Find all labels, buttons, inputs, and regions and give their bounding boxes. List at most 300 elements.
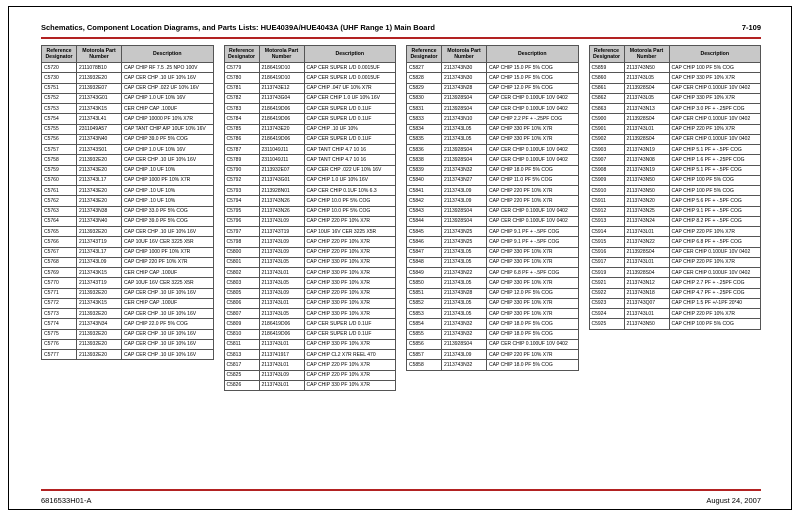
description-cell: CER CHIP CAP .100UF xyxy=(122,104,214,114)
part-number-cell: 2113743L01 xyxy=(259,298,304,308)
table-row xyxy=(589,227,761,237)
table-row xyxy=(224,247,396,257)
table-row xyxy=(589,124,761,134)
description-cell: CAP CHIP 33.0 PF 5% COG xyxy=(122,206,214,216)
ref-designator-cell: C5784 xyxy=(224,114,259,124)
part-number-cell: 2113932E20 xyxy=(77,350,122,360)
description-cell: CAP CHIP 220 PF 10% X7R xyxy=(304,370,396,380)
description-cell: CAP CER CHIP 0.100UF 10V 0402 xyxy=(669,247,761,257)
ref-designator-cell: C5753 xyxy=(42,104,77,114)
part-number-cell: 2113743N25 xyxy=(624,206,669,216)
description-cell: CAP CHIP 2.2 PF + -.25PF COG xyxy=(487,114,579,124)
table-row xyxy=(589,216,761,226)
description-cell: CAP CER CHP .022 UF 10% 16V xyxy=(304,165,396,175)
description-cell: CAP CHIP 1000 PF 10% X7R xyxy=(122,247,214,257)
table-row xyxy=(42,73,214,83)
part-number-cell: 2113743N20 xyxy=(624,196,669,206)
description-cell: CAP CHIP 330 PF 10% X7R xyxy=(304,339,396,349)
description-cell: CAP CHIP .10 UF 10% xyxy=(122,196,214,206)
table-row xyxy=(42,278,214,288)
part-number-cell: 2113928S04 xyxy=(624,114,669,124)
ref-designator-cell: C5757 xyxy=(42,145,77,155)
table-row xyxy=(42,298,214,308)
description-cell: CAP CHIP 5.1 PF + -.5PF COG xyxy=(669,165,761,175)
part-number-cell: 2113743L09 xyxy=(259,370,304,380)
description-cell: CAP CHIP 330 PF 10% X7R xyxy=(304,298,396,308)
table-row xyxy=(42,155,214,165)
ref-designator-cell: C5767 xyxy=(42,247,77,257)
ref-designator-cell: C5856 xyxy=(407,339,442,349)
description-cell: CAP CHIP 220 PF 10% X7R xyxy=(304,247,396,257)
table-row xyxy=(42,134,214,144)
ref-designator-cell: C5901 xyxy=(589,124,624,134)
description-cell: CAP CHIP 1.5 PF +/-1PF 20*40 xyxy=(669,298,761,308)
part-number-cell: 2113932E20 xyxy=(77,309,122,319)
part-number-cell: 2113743L05 xyxy=(442,298,487,308)
part-number-cell: 2113743L09 xyxy=(259,216,304,226)
description-cell: CAP CHIP 330 PF 10% X7R xyxy=(487,124,579,134)
ref-designator-cell: C5828 xyxy=(407,73,442,83)
part-number-cell: 2113743N50 xyxy=(624,186,669,196)
table-row xyxy=(589,104,761,114)
part-number-cell: 2113743N27 xyxy=(442,175,487,185)
table-row xyxy=(589,114,761,124)
part-number-cell: 2113743L05 xyxy=(442,124,487,134)
table-row xyxy=(407,339,579,349)
ref-designator-cell: C5785 xyxy=(224,124,259,134)
description-cell: CAP CER CHIP 0.100UF 10V 0402 xyxy=(487,206,579,216)
part-number-cell: 2113932E20 xyxy=(77,155,122,165)
description-cell: CAP CHIP 6.8 PF + -.5PF COG xyxy=(669,237,761,247)
ref-designator-cell: C5792 xyxy=(224,175,259,185)
ref-designator-cell: C5773 xyxy=(42,309,77,319)
table-row xyxy=(224,73,396,83)
ref-designator-cell: C5847 xyxy=(407,247,442,257)
part-number-cell: 2113743N30 xyxy=(442,63,487,73)
table-row xyxy=(589,165,761,175)
description-cell: CAP 10UF 16V CER 3225 X5R xyxy=(122,237,214,247)
ref-designator-cell: C5795 xyxy=(224,206,259,216)
description-cell: CAP CER CHIP 0.100UF 10V 0402 xyxy=(487,339,579,349)
table-row xyxy=(42,196,214,206)
table-row xyxy=(589,134,761,144)
ref-designator-cell: C5754 xyxy=(42,114,77,124)
description-cell: CAP CHIP .10 UF 10% xyxy=(122,165,214,175)
ref-designator-cell: C5842 xyxy=(407,196,442,206)
table-row xyxy=(589,298,761,308)
table-row xyxy=(407,288,579,298)
part-number-cell: 2113743N25 xyxy=(442,227,487,237)
ref-designator-cell: C5810 xyxy=(224,329,259,339)
description-cell: CAP CER CHP .10 UF 10% 16V xyxy=(122,155,214,165)
description-cell: CAP CER CHIP 0.100UF 10V 0402 xyxy=(487,104,579,114)
page xyxy=(8,6,792,510)
table-row xyxy=(224,309,396,319)
ref-designator-cell: C5766 xyxy=(42,237,77,247)
description-cell: CAP CHIP CL2 X7R REEL 470 xyxy=(304,350,396,360)
part-number-cell: 2113743L01 xyxy=(259,268,304,278)
table-header-row xyxy=(42,46,214,63)
part-number-cell: 2113932E20 xyxy=(77,339,122,349)
ref-designator-cell: C5752 xyxy=(42,93,77,103)
ref-designator-cell: C5761 xyxy=(42,186,77,196)
part-number-cell: 2113743T19 xyxy=(259,227,304,237)
table-row xyxy=(407,63,579,73)
description-cell: CAP CER CHIP 0.1UF 10% 6.3 xyxy=(304,186,396,196)
part-number-cell: 2186419D10 xyxy=(259,73,304,83)
table-row xyxy=(42,339,214,349)
part-number-cell: 2311049J11 xyxy=(259,145,304,155)
part-number-cell: 2113928S04 xyxy=(624,134,669,144)
ref-designator-cell: C5848 xyxy=(407,257,442,267)
table-row xyxy=(42,350,214,360)
part-number-cell: 2113928S04 xyxy=(442,339,487,349)
part-number-cell: 2113932E20 xyxy=(77,329,122,339)
table-row xyxy=(407,114,579,124)
table-row xyxy=(589,247,761,257)
description-cell: CAP CHIP 4.7 PF + -.25PF COG xyxy=(669,288,761,298)
description-cell: CER CHIP CAP .100UF xyxy=(122,298,214,308)
part-number-cell: 2113743L17 xyxy=(77,247,122,257)
ref-designator-cell: C5903 xyxy=(589,145,624,155)
table-row xyxy=(224,145,396,155)
description-cell: CAP CHIP 5.1 PF + -.5PF COG xyxy=(669,145,761,155)
part-number-cell: 2113743L09 xyxy=(259,288,304,298)
part-number-cell: 2113932E20 xyxy=(77,227,122,237)
part-number-cell: 2113743L09 xyxy=(442,350,487,360)
ref-designator-cell: C5925 xyxy=(589,319,624,329)
page-footer xyxy=(41,496,761,505)
ref-designator-cell: C5806 xyxy=(224,298,259,308)
table-row xyxy=(224,360,396,370)
table-row xyxy=(589,145,761,155)
ref-designator-cell: C5831 xyxy=(407,104,442,114)
part-number-cell: 2113743L01 xyxy=(624,227,669,237)
part-number-cell: 2113743K15 xyxy=(77,298,122,308)
ref-designator-cell: C5771 xyxy=(42,288,77,298)
description-cell: CAP CHIP 1.6 PF + -.25PF COG xyxy=(669,155,761,165)
description-cell: CAP CHIP 6.8 PF + -.5PF COG xyxy=(487,268,579,278)
table-row xyxy=(407,83,579,93)
table-row xyxy=(224,298,396,308)
description-cell: CAP CER CHP .10 UF 10% 16V xyxy=(122,350,214,360)
part-number-cell: 2113743N26 xyxy=(259,196,304,206)
part-number-cell: 2113743L09 xyxy=(442,196,487,206)
table-row xyxy=(42,104,214,114)
description-cell: CAP CHIP 100 PF 5% COG xyxy=(669,319,761,329)
table-row xyxy=(42,175,214,185)
table-row xyxy=(589,73,761,83)
ref-designator-cell: C5801 xyxy=(224,257,259,267)
ref-designator-cell: C5917 xyxy=(589,257,624,267)
ref-designator-cell: C5787 xyxy=(224,145,259,155)
description-cell: CAP CER CHIP 0.100UF 10V 0402 xyxy=(487,155,579,165)
ref-designator-cell: C5839 xyxy=(407,165,442,175)
description-cell: CAP CER CHIP 0.100UF 10V 0402 xyxy=(487,145,579,155)
description-cell: CAP CER SUPER L/D 0.1UF xyxy=(304,114,396,124)
description-cell: CAP CHIP 11.0 PF 5% COG xyxy=(487,175,579,185)
description-cell: CAP CHIP 10000 PF 10% X7R xyxy=(122,114,214,124)
part-number-cell: 2113743E20 xyxy=(77,196,122,206)
parts-table-4 xyxy=(589,45,762,330)
part-number-cell: 2186419D06 xyxy=(259,134,304,144)
table-row xyxy=(224,124,396,134)
ref-designator-cell: C5825 xyxy=(224,370,259,380)
description-cell: CAP CHIP 220 PF 10% X7R xyxy=(304,216,396,226)
table-row xyxy=(407,298,579,308)
description-cell: CAP CHIP 22.0 PF 5% COG xyxy=(122,319,214,329)
description-cell: CAP CHIP 1000 PF 10% X7R xyxy=(122,175,214,185)
description-cell: CAP CHIP 220 PF 10% X7R xyxy=(669,309,761,319)
ref-designator-cell: C5849 xyxy=(407,268,442,278)
description-cell: CAP CER SUPER L/D 0.1UF xyxy=(304,319,396,329)
ref-designator-cell: C5853 xyxy=(407,309,442,319)
description-cell: CAP CER CHIP 0.100UF 10V 0402 xyxy=(669,83,761,93)
part-number-cell: 2113743N50 xyxy=(624,175,669,185)
part-number-cell: 2113743L09 xyxy=(259,247,304,257)
table-row xyxy=(224,329,396,339)
table-row xyxy=(224,186,396,196)
description-cell: CAP CHIP 18.0 PF 5% COG xyxy=(487,360,579,370)
ref-designator-cell: C5790 xyxy=(224,165,259,175)
ref-designator-cell: C5763 xyxy=(42,206,77,216)
ref-designator-cell: C5863 xyxy=(589,104,624,114)
table-row xyxy=(42,216,214,226)
table-row xyxy=(42,206,214,216)
ref-designator-cell: C5912 xyxy=(589,206,624,216)
table-row xyxy=(407,350,579,360)
ref-designator-cell: C5855 xyxy=(407,329,442,339)
page-number: 7-109 xyxy=(741,23,761,32)
part-number-cell: 2113743G04 xyxy=(259,93,304,103)
table-row xyxy=(589,319,761,329)
footer-rule xyxy=(41,489,761,491)
table-row xyxy=(224,196,396,206)
part-number-cell: 2186419D06 xyxy=(259,319,304,329)
part-number-cell: 2113743L01 xyxy=(624,124,669,134)
description-cell: CAP TANT CHIP 4.7 10 16 xyxy=(304,155,396,165)
table-row xyxy=(407,319,579,329)
col-header-reference-designator: Reference Designator xyxy=(224,46,259,63)
part-number-cell: 2113932E07 xyxy=(77,83,122,93)
col-header-part-number: Motorola Part Number xyxy=(624,46,669,63)
description-cell: CAP CHIP 2.7 PF + -.25PF COG xyxy=(669,278,761,288)
part-number-cell: 2113743N28 xyxy=(442,288,487,298)
table-row xyxy=(407,360,579,370)
description-cell: CER CHIP CAP .100UF xyxy=(122,268,214,278)
ref-designator-cell: C5910 xyxy=(589,186,624,196)
description-cell: CAP TANT CHIP 4.7 10 16 xyxy=(304,145,396,155)
table-row xyxy=(407,175,579,185)
ref-designator-cell: C5902 xyxy=(589,134,624,144)
description-cell: CAP CHIP 330 PF 10% X7R xyxy=(669,73,761,83)
ref-designator-cell: C5802 xyxy=(224,268,259,278)
ref-designator-cell: C5769 xyxy=(42,268,77,278)
part-number-cell: 2113932E07 xyxy=(259,165,304,175)
col-header-reference-designator: Reference Designator xyxy=(407,46,442,63)
ref-designator-cell: C5772 xyxy=(42,298,77,308)
part-number-cell: 2186419D06 xyxy=(259,114,304,124)
part-number-cell: 2113743N32 xyxy=(442,319,487,329)
col-header-description: Description xyxy=(669,46,761,63)
description-cell: CAP 10UF 16V CER 3225 X5R xyxy=(304,227,396,237)
header-title: Schematics, Component Location Diagrams, and Parts Lists: HUE4039A/HUE4043A (UHF Range 1) Main Board xyxy=(41,23,435,32)
table-row xyxy=(589,288,761,298)
description-cell: CAP CHIP 18.0 PF 5% COG xyxy=(487,319,579,329)
ref-designator-cell: C5794 xyxy=(224,196,259,206)
table-row xyxy=(407,329,579,339)
description-cell: CAP CER SUPER L/D 0.0015UF xyxy=(304,63,396,73)
ref-designator-cell: C5924 xyxy=(589,309,624,319)
part-number-cell: 2113928S04 xyxy=(624,247,669,257)
part-number-cell: 2113743L01 xyxy=(624,257,669,267)
part-number-cell: 2311049A57 xyxy=(77,124,122,134)
ref-designator-cell: C5857 xyxy=(407,350,442,360)
table-row xyxy=(42,83,214,93)
part-number-cell: 2113743N13 xyxy=(624,104,669,114)
table-row xyxy=(42,329,214,339)
description-cell: CAP CHIP 330 PF 10% X7R xyxy=(304,268,396,278)
header-rule xyxy=(41,37,761,39)
part-number-cell: 2113743L05 xyxy=(442,278,487,288)
ref-designator-cell: C5916 xyxy=(589,247,624,257)
table-row xyxy=(589,175,761,185)
part-number-cell: 2111078B10 xyxy=(77,63,122,73)
table-row xyxy=(407,155,579,165)
table-row xyxy=(224,165,396,175)
part-number-cell: 2113928S04 xyxy=(624,83,669,93)
ref-designator-cell: C5817 xyxy=(224,360,259,370)
ref-designator-cell: C5923 xyxy=(589,298,624,308)
ref-designator-cell: C5913 xyxy=(589,216,624,226)
table-row xyxy=(224,380,396,390)
part-number-cell: 2113928S04 xyxy=(442,93,487,103)
part-number-cell: 2113743L41 xyxy=(77,114,122,124)
ref-designator-cell: C5786 xyxy=(224,134,259,144)
part-number-cell: 2113743N38 xyxy=(77,206,122,216)
part-number-cell: 2113743S01 xyxy=(77,145,122,155)
table-header-row xyxy=(589,46,761,63)
ref-designator-cell: C5850 xyxy=(407,278,442,288)
table-row xyxy=(407,227,579,237)
ref-designator-cell: C5922 xyxy=(589,288,624,298)
description-cell: CAP CHIP 10.0 PF 5% COG xyxy=(304,196,396,206)
ref-designator-cell: C5915 xyxy=(589,237,624,247)
table-row xyxy=(407,134,579,144)
table-row xyxy=(589,268,761,278)
description-cell: CAP CHIP 39.0 PF 5% COG xyxy=(122,216,214,226)
part-number-cell: 2113743N32 xyxy=(442,360,487,370)
table-row xyxy=(224,206,396,216)
table-row xyxy=(407,247,579,257)
ref-designator-cell: C5851 xyxy=(407,288,442,298)
table-row xyxy=(407,278,579,288)
ref-designator-cell: C5852 xyxy=(407,298,442,308)
col-header-part-number: Motorola Part Number xyxy=(259,46,304,63)
ref-designator-cell: C5919 xyxy=(589,268,624,278)
table-row xyxy=(589,278,761,288)
ref-designator-cell: C5858 xyxy=(407,360,442,370)
description-cell: CAP CER SUPER L/D 0.1UF xyxy=(304,134,396,144)
description-cell: CAP CHIP 220 PF 10% X7R xyxy=(122,257,214,267)
description-cell: CAP CHIP 330 PF 10% X7R xyxy=(487,309,579,319)
ref-designator-cell: C5776 xyxy=(42,339,77,349)
table-row xyxy=(407,309,579,319)
ref-designator-cell: C5751 xyxy=(42,83,77,93)
ref-designator-cell: C5764 xyxy=(42,216,77,226)
part-number-cell: 2311049J11 xyxy=(259,155,304,165)
description-cell: CAP CER CHIP 0.100UF 10V 0402 xyxy=(487,216,579,226)
part-number-cell: 2113743L01 xyxy=(624,309,669,319)
part-number-cell: 2186419D06 xyxy=(259,329,304,339)
table-row xyxy=(224,237,396,247)
description-cell: CAP CER CHIP 1.0 UF 10% 16V xyxy=(304,93,396,103)
part-number-cell: 2113743N50 xyxy=(624,63,669,73)
description-cell: CAP CHIP 330 PF 10% X7R xyxy=(487,247,579,257)
description-cell: CAP CHIP 12.0 PF 5% COG xyxy=(487,83,579,93)
table-row xyxy=(589,93,761,103)
ref-designator-cell: C5775 xyxy=(42,329,77,339)
description-cell: CAP CER CHIP 0.100UF 10V 0402 xyxy=(669,114,761,124)
part-number-cell: 2113743N18 xyxy=(624,288,669,298)
part-number-cell: 2113743L05 xyxy=(442,257,487,267)
table-row xyxy=(224,175,396,185)
table-header-row xyxy=(407,46,579,63)
table-row xyxy=(589,186,761,196)
part-number-cell: 2113743E20 xyxy=(259,124,304,134)
part-number-cell: 2113928S04 xyxy=(442,206,487,216)
ref-designator-cell: C5841 xyxy=(407,186,442,196)
ref-designator-cell: C5762 xyxy=(42,196,77,206)
ref-designator-cell: C5844 xyxy=(407,216,442,226)
table-row xyxy=(42,288,214,298)
ref-designator-cell: C5921 xyxy=(589,278,624,288)
part-number-cell: 2113743N32 xyxy=(442,165,487,175)
part-number-cell: 2113743E12 xyxy=(259,83,304,93)
part-number-cell: 2113743N25 xyxy=(442,237,487,247)
part-number-cell: 2113743N30 xyxy=(442,73,487,83)
ref-designator-cell: C5777 xyxy=(42,350,77,360)
part-number-cell: 2113743N22 xyxy=(442,268,487,278)
table-row xyxy=(224,278,396,288)
table-row xyxy=(407,196,579,206)
table-row xyxy=(407,268,579,278)
part-number-cell: 2113743N40 xyxy=(77,216,122,226)
table-row xyxy=(42,93,214,103)
description-cell: CAP CHIP 220 PF 10% X7R xyxy=(304,288,396,298)
description-cell: CAP CHIP 1.0 UF 10% 16V xyxy=(122,93,214,103)
table-row xyxy=(224,155,396,165)
part-number-cell: 2113743T19 xyxy=(77,278,122,288)
ref-designator-cell: C5811 xyxy=(224,339,259,349)
ref-designator-cell: C5779 xyxy=(224,63,259,73)
ref-designator-cell: C5797 xyxy=(224,227,259,237)
ref-designator-cell: C5796 xyxy=(224,216,259,226)
table-row xyxy=(407,93,579,103)
footer-document-number: 6816533H01-A xyxy=(41,496,92,505)
table-row xyxy=(407,145,579,155)
col-header-description: Description xyxy=(304,46,396,63)
table-row xyxy=(407,104,579,114)
part-number-cell: 2113743K15 xyxy=(77,268,122,278)
table-row xyxy=(42,124,214,134)
description-cell: CAP CHIP 330 PF 10% X7R xyxy=(487,257,579,267)
ref-designator-cell: C5770 xyxy=(42,278,77,288)
ref-designator-cell: C5860 xyxy=(589,73,624,83)
ref-designator-cell: C5861 xyxy=(589,83,624,93)
description-cell: CAP CER CHP .10 UF 10% 16V xyxy=(122,288,214,298)
description-cell: CAP CHIP 12.0 PF 5% COG xyxy=(487,288,579,298)
